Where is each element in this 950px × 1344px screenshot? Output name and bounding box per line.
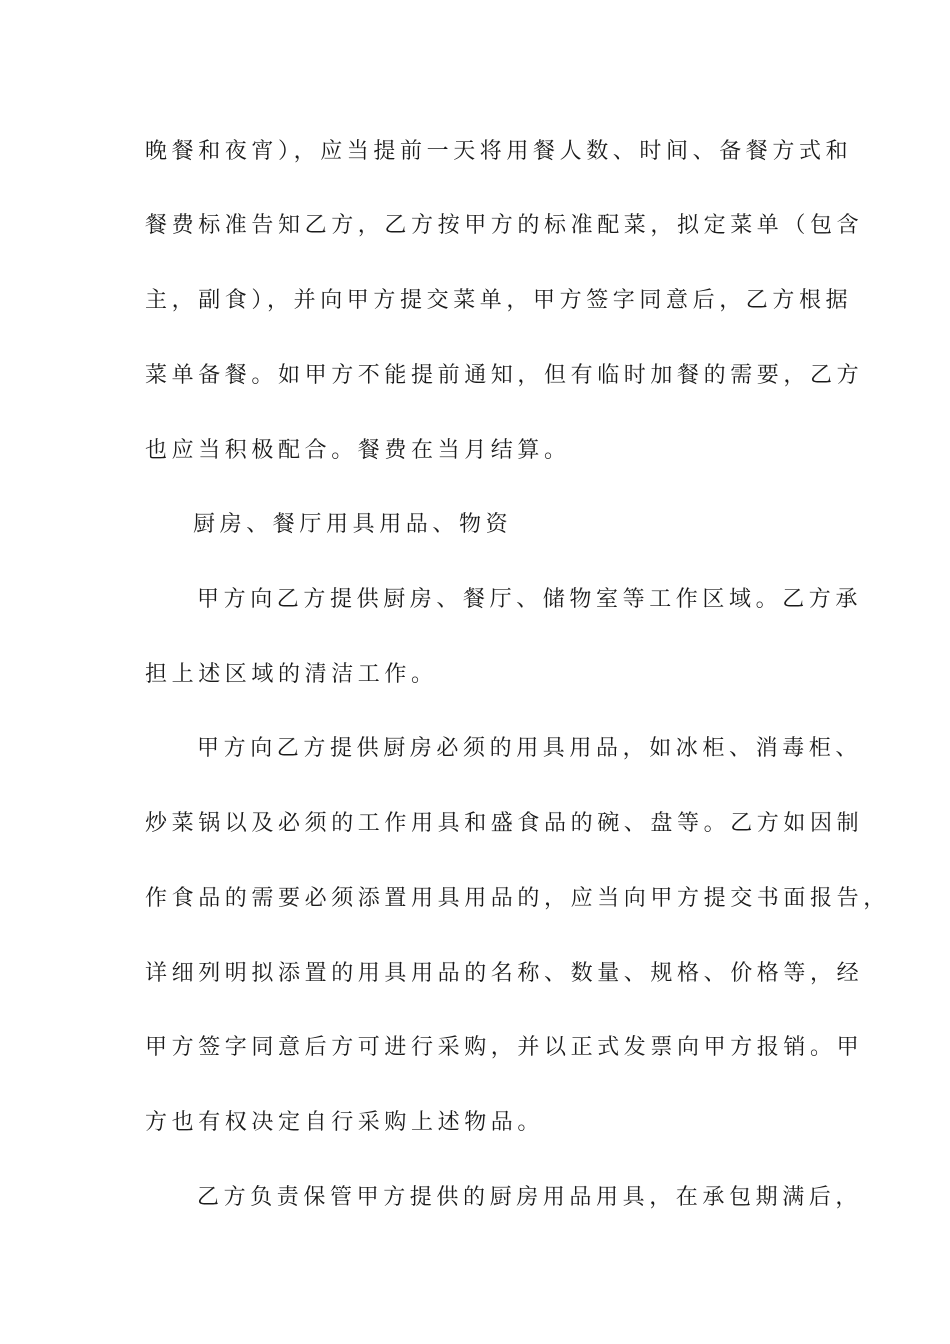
text-line-12: 甲方签字同意后方可进行采购，并以正式发票向甲方报销。甲: [145, 1035, 864, 1060]
section-heading: 厨房、餐厅用具用品、物资: [193, 512, 513, 537]
text-line-6: 甲方向乙方提供厨房、餐厅、储物室等工作区域。乙方承: [197, 587, 863, 612]
text-line-13: 方也有权决定自行采购上述物品。: [145, 1110, 545, 1135]
text-line-7: 担上述区域的清洁工作。: [145, 662, 438, 687]
text-line-14: 乙方负责保管甲方提供的厨房用品用具，在承包期满后，: [197, 1185, 863, 1210]
text-line-8: 甲方向乙方提供厨房必须的用具用品，如冰柜、消毒柜、: [197, 736, 863, 761]
text-line-2: 餐费标准告知乙方，乙方按甲方的标准配菜，拟定菜单（包含: [145, 213, 864, 238]
text-line-10: 作食品的需要必须添置用具用品的，应当向甲方提交书面报告，: [145, 886, 890, 911]
text-line-5: 也应当积极配合。餐费在当月结算。: [145, 438, 571, 463]
text-line-11: 详细列明拟添置的用具用品的名称、数量、规格、价格等，经: [145, 961, 864, 986]
text-line-4: 菜单备餐。如甲方不能提前通知，但有临时加餐的需要，乙方: [145, 363, 864, 388]
text-line-9: 炒菜锅以及必须的工作用具和盛食品的碗、盘等。乙方如因制: [145, 811, 864, 836]
text-line-3: 主，副食），并向甲方提交菜单，甲方签字同意后，乙方根据: [145, 288, 853, 313]
text-line-1: 晚餐和夜宵），应当提前一天将用餐人数、时间、备餐方式和: [145, 139, 853, 164]
